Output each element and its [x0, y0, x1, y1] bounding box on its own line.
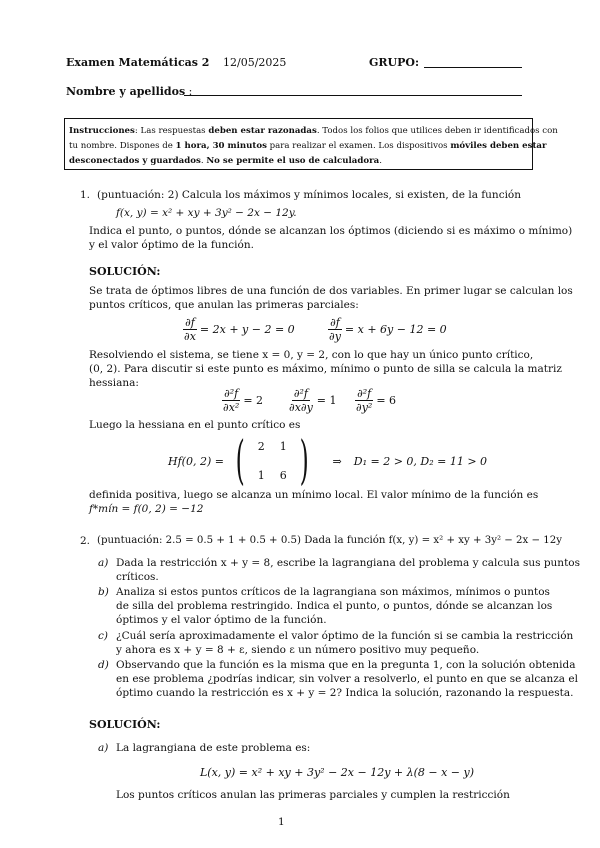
- sol1-p4b: f*mín = f(0, 2) = −12: [89, 503, 204, 515]
- q2-item-a: a) Dada la restricción x + y = 8, escribe la lagrangiana del problema y calcula sus puntos críticos.: [98, 557, 580, 583]
- exam-title: Examen Matemáticas 2: [66, 56, 210, 69]
- q2-number: 2.: [80, 535, 91, 547]
- exam-date: 12/05/2025: [223, 56, 287, 69]
- group-label: GRUPO:: [369, 56, 420, 69]
- sol1-p1b: puntos críticos, que anulan las primeras parciales:: [89, 299, 359, 311]
- hessian-entry-xy: $\frac{\text{∂²f}}{\partial x\partial y}$ = 1: [289, 387, 337, 414]
- sol1-p3: Luego la hessiana en el punto crítico es: [89, 419, 301, 431]
- q2-item-b: b) Analiza si estos puntos críticos de la lagrangiana son máximos, mínimos o puntos de silla del problema restringido. Indica el punto, o puntos, dónde se alcanzan los óptimos y el valor óptimo de la función.: [98, 586, 553, 626]
- instructions-label: Instrucciones: [69, 126, 135, 136]
- q2-item-d: d) Observando que la función es la misma que en la pregunta 1, con la solución obtenida en ese problema ¿podrías indicar, sin volver a resolverlo, el punto en que se alcanza el óptimo cuando la restricción es x + y = 2? Indica la solución, razonando la respuesta.: [98, 659, 578, 699]
- partial-x-equation: $\frac{\partial f}{\partial x}$ = 2x + y − 2 = 0: [184, 316, 295, 343]
- name-colon: :: [188, 85, 193, 98]
- hessian-entry-yy: $\frac{\text{∂²f}}{\text{∂y²}}$ = 6: [356, 387, 397, 414]
- hessian-entry-xx: $\frac{\text{∂²f}}{\text{∂x²}}$ = 2: [223, 387, 264, 414]
- sol1-p1a: Se trata de óptimos libres de una función de dos variables. En primer lugar se calculan los: [89, 285, 573, 297]
- q2-item-c: c) ¿Cuál sería aproximadamente el valor óptimo de la función si se cambia la restricción y ahora es x + y = 8 + ε, siendo ε un número positivo muy pequeño.: [98, 630, 574, 656]
- leading-minors: D₁ = 2 > 0, D₂ = 11 > 0: [353, 454, 488, 468]
- sol1-p2a: Resolviendo el sistema, se tiene x = 0, y = 2, con lo que hay un único punto crítico,: [89, 349, 534, 361]
- hessian-matrix: ( 2 1 1 6 ): [235, 431, 309, 491]
- sol1-p4a: definida positiva, luego se alcanza un mínimo local. El valor mínimo de la función es: [89, 489, 539, 501]
- sol2-heading: SOLUCIÓN:: [89, 718, 161, 731]
- sol2-a-label: a): [98, 742, 109, 754]
- name-label: Nombre y apellidos: [66, 85, 186, 98]
- group-field[interactable]: [424, 67, 522, 68]
- sol2-a-text2: Los puntos críticos anulan las primeras parciales y cumplen la restricción: [116, 789, 510, 801]
- sol1-p2b: (0, 2). Para discutir si este punto es máximo, mínimo o punto de silla se calcula la matriz: [89, 363, 562, 375]
- instructions-text: Instrucciones: Las respuestas deben estar razonadas. Todos los folios que utilices deben ir identificados con tu nombre. Dispones de 1 hora, 30 minutos para realizar el examen. Los dispositivos móviles deben estar desconectados y guardados. No se permite el uso de calculadora.: [69, 126, 558, 166]
- sol1-heading: SOLUCIÓN:: [89, 265, 161, 278]
- q1-line2: Indica el punto, o puntos, dónde se alcanzan los óptimos (diciendo si es máximo o mínimo): [89, 225, 573, 237]
- lagrangian-equation: L(x, y) = x² + xy + 3y² − 2x − 12y + λ(8 − x − y): [200, 766, 475, 779]
- q2-statement: (puntuación: 2.5 = 0.5 + 1 + 0.5 + 0.5) Dada la función f(x, y) = x² + xy + 3y² − 2x − 12y: [97, 535, 563, 546]
- hessian-matrix-equation: Hf(0, 2) = ( 2 1 1 6 ) ⇒ D₁ = 2 > 0, D₂ = 11 > 0: [168, 431, 488, 491]
- q1-number: 1.: [80, 189, 91, 201]
- sol1-p2c: hessiana:: [89, 377, 139, 389]
- sol2-a-text: La lagrangiana de este problema es:: [116, 742, 311, 754]
- q1-function: f(x, y) = x² + xy + 3y² − 2x − 12y.: [116, 207, 297, 219]
- page-number: 1: [278, 816, 285, 828]
- implies-arrow: ⇒: [332, 454, 342, 468]
- partial-y-equation: $\frac{\partial f}{\partial y}$ = x + 6y − 12 = 0: [329, 316, 447, 343]
- q1-statement: (puntuación: 2) Calcula los máximos y mínimos locales, si existen, de la función: [97, 189, 522, 201]
- q1-line3: y el valor óptimo de la función.: [89, 239, 254, 251]
- name-field[interactable]: [184, 95, 522, 96]
- name-label-row: [66, 85, 192, 98]
